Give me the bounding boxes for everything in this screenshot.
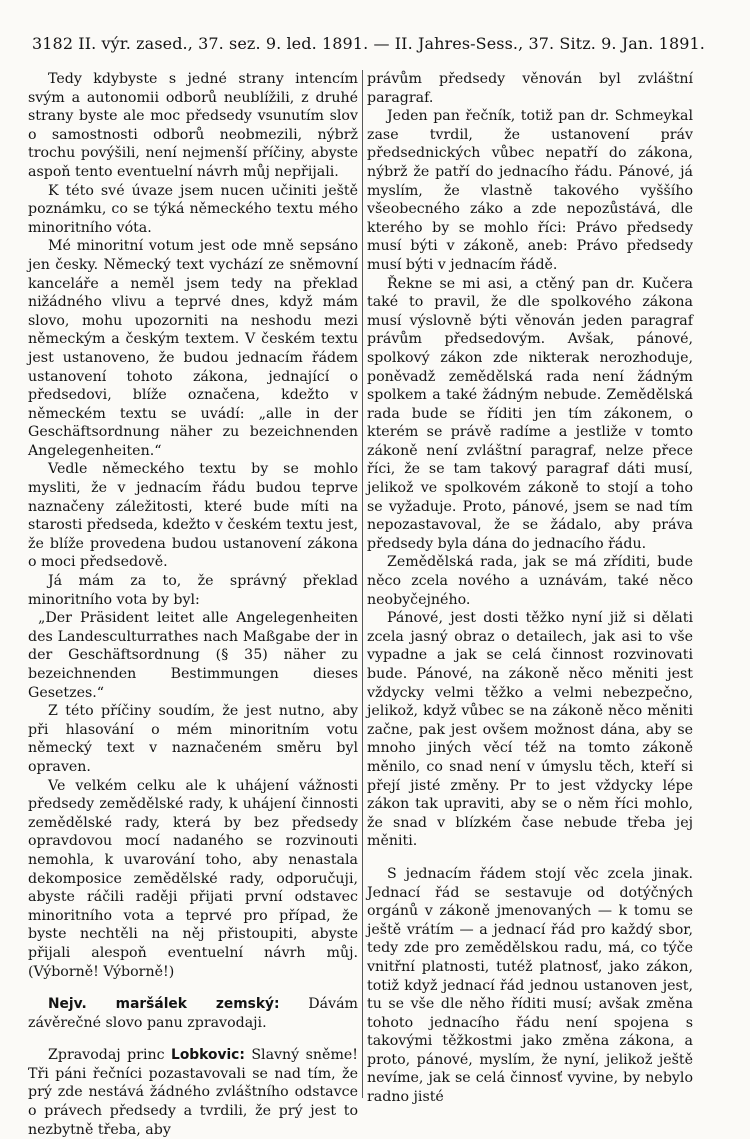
speaker-text: Dávám závěrečné slovo panu zpravodaji. [28, 996, 358, 1031]
right-column [367, 70, 693, 1107]
speaker-text: Slavný sněme! Tři páni řečníci pozastavovali se nad tím, že prý zde nestává žádného zvláštního odstavce o právech předsedy a tvrdili, že prý jest to nezbytně třeba, aby [28, 1047, 358, 1138]
paragraph: K této své úvaze jsem nucen učiniti ještě poznámku, co se týká německého textu mého minoritního vóta. [28, 182, 358, 236]
speaker-paragraph [28, 1046, 358, 1139]
paragraph: Řekne se mi asi, a ctěný pan dr. Kučera také to pravil, že dle spolkového zákona musí výslovně býti věnován jeden paragraf právům předsedovým. Avšak, pánové, spolkový zákon zde nikterak nerozhoduje, poněvadž zemědělská rada není žádným spolkem a také žádným nebude. Zemědělská rada bude se říditi jen tím zákonem, o kterém se právě radíme a jestliže v tomto zákoně není zvláštní paragraf, nelze přece říci, že se tam takový paragraf dáti musí, jelikož ve spolkovém zákoně to stojí a toho se vyžaduje. Proto, pánové, jsem se nad tím nepozastavoval, že se žádalo, aby práva předsedy byla dána do jednacího řádu. [367, 275, 693, 552]
speaker-prefix: Zpravodaj princ [48, 1047, 172, 1064]
paragraph: Já mám za to, že správný překlad minoritního vota by byl: [28, 573, 358, 608]
paragraph: S jednacím řádem stojí věc zcela jinak. Jednací řád se sestavuje od dotýčných orgánů v zákoně jmenovaných — k tomu se ještě vrátím — a jednací řád pro každý sbor, tedy zde pro zemědělskou radu, má, co týče vnitřní platnosti, tutéž platnosť, jako zákon, totiž když jednací řád jednou ustanoven jest, tu se vše dle něho říditi musí; avšak změna tohoto jednacího řádu není spojena s takovými těžkostmi jako změna zákona, a proto, pánové, myslím, že nyní, jelikož ještě nevíme, jak se celá činnosť vyvine, by nebylo radno jisté [367, 865, 693, 1106]
paragraph: Vedle německého textu by se mohlo mysliti, že v jednacím řádu budou teprve naznačeny záležitosti, které bude míti na starosti předseda, kdežto v českém textu jest, že blíže provedena budou ustanovení zákona o moci předsedově. [28, 461, 358, 571]
running-head: 3182 II. výr. zased., 37. sez. 9. led. 1891. — II. Jahres-Sess., 37. Sitz. 9. Jan. 1891. [32, 34, 705, 53]
paragraph: Z této příčiny soudím, že jest nutno, aby při hlasování o mém minoritním votu německý text v naznačeném směru byl opraven. [28, 703, 358, 775]
column-divider [362, 70, 363, 1098]
paragraph: Pánové, jest dosti těžko nyní již si dělati zcela jasný obraz o detailech, jak asi to vše vypadne a jak se celá činnost rozvinovati bude. Pánové, na zákoně něco měniti jest vždycky velmi těžko a velmi nebezpečno, jelikož, když vůbec se na zákoně něco měniti začne, pak jest ovšem možnost dána, aby se mnoho jiných věcí též na tomto zákoně měnilo, co snad není v úmyslu těch, kteří si přejí jisté změny. Pr to jest vždycky lépe zákon tak upraviti, aby se o něm říci mohlo, že snad v blízkém čase nebude třeba jej měniti. [367, 610, 693, 850]
left-column [28, 70, 358, 1139]
speaker-name: Nejv. maršálek zemský: [48, 996, 280, 1013]
paragraph: Zemědělská rada, jak se má zříditi, bude něco zcela nového a uznávám, také něco neobyčejného. [367, 554, 693, 608]
speaker-name: Lobkovic: [171, 1047, 245, 1064]
paragraph: Jeden pan řečník, totiž pan dr. Schmeykal zase tvrdil, že ustanovení práv předsednických vůbec nepatří do zákona, nýbrž že patří do jednacího řádu. Pánové, já myslím, že vlastně takového vyššího všeobecného záko a zde nepozůstává, dle kterého by se mohlo říci: Právo předsedy musí býti v zákoně, aneb: Právo předsedy musí býti v jednacím řádě. [367, 108, 693, 273]
page-header [32, 34, 718, 62]
paragraph: právům předsedy věnován byl zvláštní paragraf. [367, 71, 693, 106]
paragraph: Tedy kdybyste s jedné strany intencím svým a autonomii odborů neublížili, z druhé strany byste ale moc předsedy vsunutím slov o samostnosti odborů neobmezili, nýbrž trochu povýšili, není nejmenší příčiny, abyste aspoň tento eventuelní návrh můj nepřijali. [28, 71, 358, 180]
paragraph: Mé minoritní votum jest ode mně sepsáno jen česky. Německý text vychází ze sněmovní kanceláře a neměl jsem tedy na překlad nižádného vlivu a teprvé dnes, když mám slovo, mohu upozorniti na neshodu mezi německým a českým textem. V českém textu jest ustanoveno, že budou jednacím řádem ustanovení tohoto zákona, jednající o předsedovi, blíže označena, kdežto v německém textu se uvádí: „alle in der Geschäftsordnung näher zu bezeichnenden Angelegenheiten.“ [28, 238, 358, 459]
speaker-paragraph [28, 995, 358, 1032]
german-quote: „Der Präsident leitet alle Angelegenheiten des Landesculturrathes nach Maßgabe der in der Geschäftsordnung (§ 35) näher zu bezeichnenden Bestimmungen dieses Gesetzes.“ [28, 610, 358, 701]
paragraph: Ve velkém celku ale k uhájení vážnosti předsedy zemědělské rady, k uhájení činnosti zemědělské rady, která by bez předsedy opravdovou mocí nadaného se rozvinouti nemohla, k uvarování toho, aby nenastala dekomposice zemědělské rady, odporučuji, abyste ráčili raději přijati první odstavec minoritního vota a teprvé pro případ, že byste nechtěli na něj přistoupiti, abyste přijali alespoň eventuelní návrh můj. (Výborně! Výborně!) [28, 777, 358, 980]
